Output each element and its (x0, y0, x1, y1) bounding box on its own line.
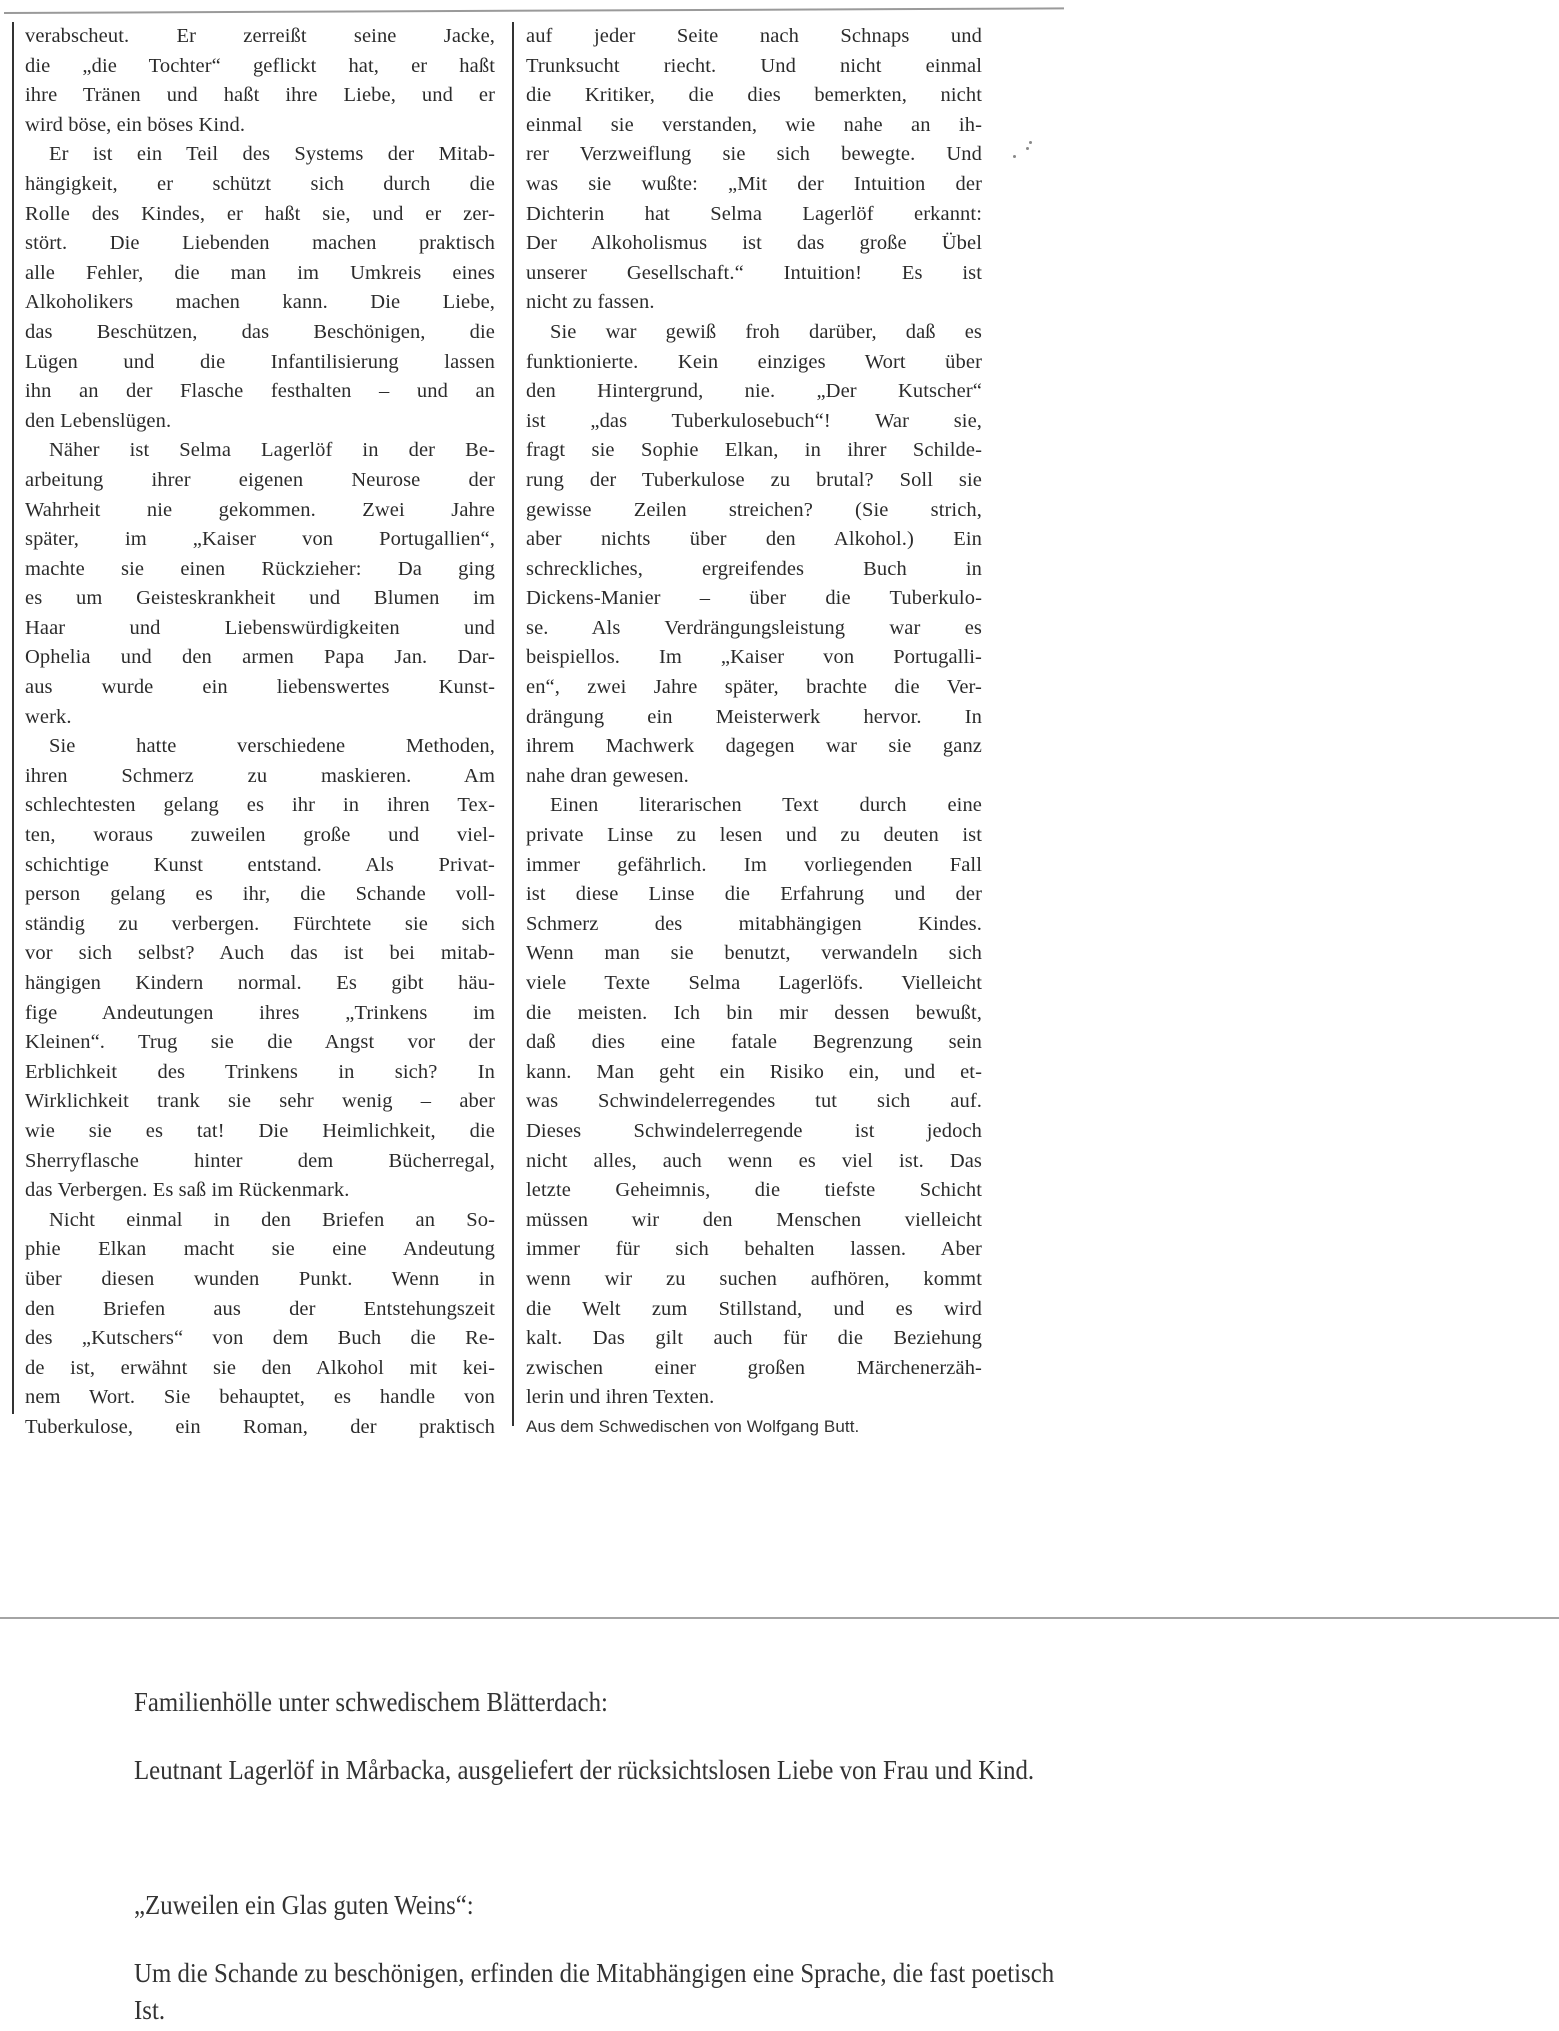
text-line: ist diese Linse die Erfahrung und der (526, 883, 982, 906)
text-line: nahe dran gewesen. (526, 764, 689, 787)
text-line: en“, zwei Jahre später, brachte die Ver- (526, 676, 982, 699)
top-rule (4, 7, 1064, 14)
text-line: Sie hatte verschiedene Methoden, (49, 735, 495, 758)
text-line: private Linse zu lesen und zu deuten ist (526, 824, 982, 847)
text-line: schichtige Kunst entstand. Als Privat- (25, 853, 495, 876)
text-line: immer für sich behalten lassen. Aber (526, 1238, 982, 1261)
text-line: kann. Man geht ein Risiko ein, und et- (526, 1060, 982, 1083)
text-line: Wenn man sie benutzt, verwandeln sich (526, 942, 982, 965)
text-line: alle Fehler, die man im Umkreis eines (25, 261, 495, 284)
text-line: ihrem Machwerk dagegen war sie ganz (526, 735, 982, 758)
text-line: den Briefen aus der Entstehungszeit (25, 1297, 495, 1320)
text-line: Ophelia und den armen Papa Jan. Dar- (25, 646, 495, 669)
text-line: Dieses Schwindelerregende ist jedoch (526, 1119, 982, 1142)
scan-speck (1013, 155, 1016, 158)
text-line: ihn an der Flasche festhalten – und an (25, 380, 495, 403)
text-line: einmal sie verstanden, wie nahe an ih- (526, 113, 982, 136)
text-line: ihre Tränen und haßt ihre Liebe, und er (25, 84, 495, 107)
text-line: Wirklichkeit trank sie sehr wenig – aber (25, 1090, 495, 1113)
text-line: Der Alkoholismus ist das große Übel (526, 232, 982, 255)
translator-credit: Aus dem Schwedischen von Wolfgang Butt. (526, 1416, 860, 1436)
text-line: arbeitung ihrer eigenen Neurose der (25, 468, 495, 491)
text-line: nicht zu fassen. (526, 291, 655, 314)
text-line: Erblichkeit des Trinkens in sich? In (25, 1060, 495, 1083)
text-line: Schmerz des mitabhängigen Kindes. (526, 912, 982, 935)
text-line: schlechtesten gelang es ihr in ihren Tex- (25, 794, 495, 817)
text-line: Näher ist Selma Lagerlöf in der Be- (49, 439, 495, 462)
text-line: des „Kutschers“ von dem Buch die Re- (25, 1327, 495, 1350)
text-line: kalt. Das gilt auch für die Beziehung (526, 1327, 982, 1350)
text-line: über diesen wunden Punkt. Wenn in (25, 1267, 495, 1290)
text-line: daß dies eine fatale Begrenzung sein (526, 1031, 982, 1054)
text-line: werk. (25, 705, 72, 728)
text-line: es um Geisteskrankheit und Blumen im (25, 587, 495, 610)
text-line: letzte Geheimnis, die tiefste Schicht (526, 1179, 982, 1202)
text-line: person gelang es ihr, die Schande voll- (25, 883, 495, 906)
text-line: nem Wort. Sie behauptet, es handle von (25, 1386, 495, 1409)
caption-2-text-line2: Ist. (134, 1995, 166, 2025)
text-line: Einen literarischen Text durch eine (550, 794, 982, 817)
text-line: se. Als Verdrängungsleistung war es (526, 616, 982, 639)
text-line: müssen wir den Menschen vielleicht (526, 1208, 982, 1231)
text-line: ihren Schmerz zu maskieren. Am (25, 764, 495, 787)
text-line: schreckliches, ergreifendes Buch in (526, 557, 982, 580)
text-line: später, im „Kaiser von Portugallien“, (25, 528, 495, 551)
text-line: Wahrheit nie gekommen. Zwei Jahre (25, 498, 495, 521)
text-line: funktionierte. Kein einziges Wort über (526, 350, 982, 373)
text-line: wie sie es tat! Die Heimlichkeit, die (25, 1119, 495, 1142)
text-line: die „die Tochter“ geflickt hat, er haßt (25, 54, 495, 77)
text-line: immer gefährlich. Im vorliegenden Fall (526, 853, 982, 876)
left-column-border (12, 22, 14, 1414)
text-line: Lügen und die Infantilisierung lassen (25, 350, 495, 373)
text-line: zwischen einer großen Märchenerzäh- (526, 1356, 982, 1379)
text-line: Sie war gewiß froh darüber, daß es (550, 320, 982, 343)
article-left-column (25, 22, 495, 1443)
caption-1-text: Leutnant Lagerlöf in Mårbacka, ausgeliefert der rücksichtslosen Liebe von Frau und Kind. (134, 1755, 1035, 1785)
text-line: aus wurde ein liebenswertes Kunst- (25, 676, 495, 699)
text-line: ist „das Tuberkulosebuch“! War sie, (526, 409, 982, 432)
text-line: hängigen Kindern normal. Es gibt häu- (25, 972, 495, 994)
caption-2-text-line1: Um die Schande zu beschönigen, erfinden die Mitabhängigen eine Sprache, die fast poetisch (134, 1958, 1055, 1988)
text-line: auf jeder Seite nach Schnaps und (526, 25, 982, 47)
text-line: rung der Tuberkulose zu brutal? Soll sie (526, 468, 982, 491)
caption-2-title: „Zuweilen ein Glas guten Weins“: (134, 1890, 474, 1920)
text-line: Rolle des Kindes, er haßt sie, und er zer- (25, 202, 495, 225)
column-divider (512, 22, 514, 1426)
text-line: phie Elkan macht sie eine Andeutung (25, 1238, 495, 1261)
text-line: wird böse, ein böses Kind. (25, 113, 246, 136)
text-line: drängung ein Meisterwerk hervor. In (526, 705, 982, 728)
text-line: den Hintergrund, nie. „Der Kutscher“ (526, 380, 982, 403)
text-line: ten, woraus zuweilen große und viel- (25, 824, 495, 847)
text-line: viele Texte Selma Lagerlöfs. Vielleicht (526, 972, 982, 994)
text-line: was sie wußte: „Mit der Intuition der (526, 172, 982, 195)
text-line: fige Andeutungen ihres „Trinkens im (25, 1001, 495, 1024)
text-line: Haar und Liebenswürdigkeiten und (25, 616, 495, 639)
caption-1-title: Familienhölle unter schwedischem Blätterdach: (134, 1687, 608, 1717)
text-line: Nicht einmal in den Briefen an So- (49, 1208, 495, 1231)
text-line: aber nichts über den Alkohol.) Ein (526, 528, 982, 551)
text-line: unserer Gesellschaft.“ Intuition! Es ist (526, 261, 982, 284)
scan-speck (1026, 147, 1029, 150)
text-line: machte sie einen Rückzieher: Da ging (25, 557, 495, 580)
text-line: Kleinen“. Trug sie die Angst vor der (25, 1031, 495, 1054)
text-line: beispiellos. Im „Kaiser von Portugalli- (526, 646, 982, 669)
text-line: verabscheut. Er zerreißt seine Jacke, (25, 25, 495, 47)
text-line: ständig zu verbergen. Fürchtete sie sich (25, 912, 495, 935)
text-line: Tuberkulose, ein Roman, der praktisch (25, 1415, 495, 1438)
text-line: rer Verzweiflung sie sich bewegte. Und (526, 143, 982, 166)
text-line: Trunksucht riecht. Und nicht einmal (526, 54, 982, 77)
text-line: vor sich selbst? Auch das ist bei mitab- (25, 942, 495, 965)
text-line: gewisse Zeilen streichen? (Sie strich, (526, 498, 982, 521)
text-line: den Lebenslügen. (25, 409, 172, 432)
text-line: hängigkeit, er schützt sich durch die (25, 172, 495, 195)
text-line: die meisten. Ich bin mir dessen bewußt, (526, 1001, 982, 1024)
text-line: stört. Die Liebenden machen praktisch (25, 232, 495, 255)
scan-speck (1029, 141, 1032, 144)
text-line: was Schwindelerregendes tut sich auf. (526, 1090, 982, 1113)
text-line: Er ist ein Teil des Systems der Mitab- (49, 143, 495, 166)
text-line: das Verbergen. Es saß im Rückenmark. (25, 1179, 350, 1202)
text-line: Dichterin hat Selma Lagerlöf erkannt: (526, 202, 982, 225)
article-right-column (526, 22, 982, 1441)
text-line: lerin und ihren Texten. (526, 1386, 715, 1409)
text-line: wenn wir zu suchen aufhören, kommt (526, 1267, 982, 1290)
text-line: Dickens-Manier – über die Tuberkulo- (526, 587, 982, 610)
text-line: das Beschützen, das Beschönigen, die (25, 320, 495, 343)
text-line: Sherryflasche hinter dem Bücherregal, (25, 1149, 495, 1172)
text-line: nicht alles, auch wenn es viel ist. Das (526, 1149, 982, 1172)
text-line: Alkoholikers machen kann. Die Liebe, (25, 291, 495, 314)
text-line: die Welt zum Stillstand, und es wird (526, 1297, 982, 1320)
section-divider (0, 1617, 1559, 1619)
text-line: die Kritiker, die dies bemerkten, nicht (526, 84, 982, 107)
text-line: fragt sie Sophie Elkan, in ihrer Schilde- (526, 439, 982, 462)
text-line: de ist, erwähnt sie den Alkohol mit kei- (25, 1356, 495, 1379)
